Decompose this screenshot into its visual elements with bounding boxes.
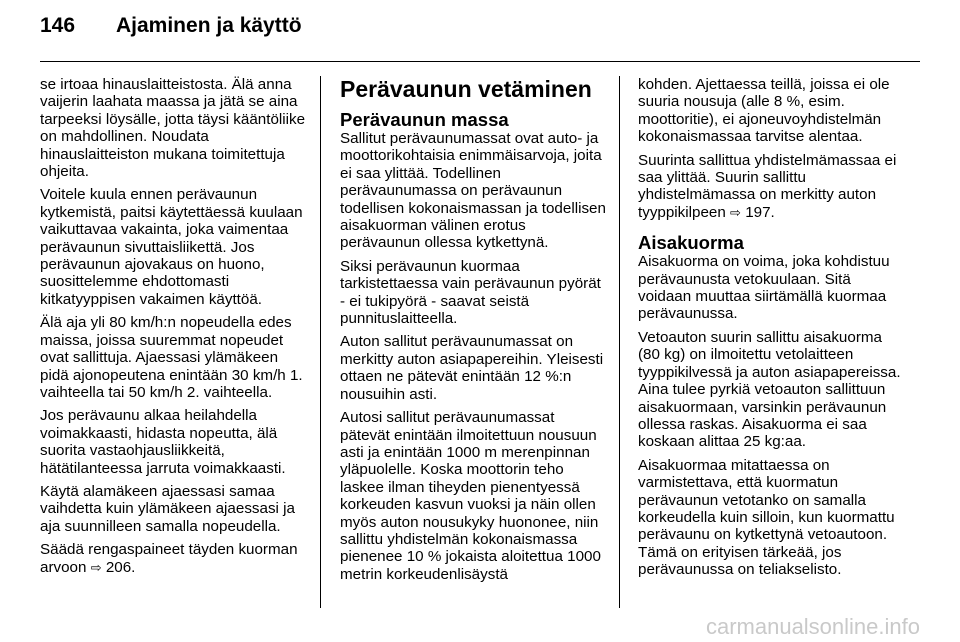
- paragraph: [40, 541, 306, 576]
- paragraph: Jos perävaunu alkaa heilahdella voimakkaasti, hidasta nopeutta, älä suorita vastaohjausliikkeitä, hätätilanteessa jarruta voimakkaasti.: [40, 407, 286, 477]
- header-rule: [40, 61, 920, 62]
- paragraph: kohden. Ajettaessa teillä, joissa ei ole suuria nousuja (alle 8 %, esim. moottoritie), ei ajoneuvoyhdistelmän kokonaismassaa tarvitse alentaa.: [638, 76, 890, 146]
- page-reference-arrow-icon: ⇨: [730, 204, 741, 220]
- page-number: 146: [40, 14, 76, 37]
- paragraph: Siksi perävaunun kuormaa tarkistettaessa vain perävaunun pyörät - ei tukipyörä - saavat seistä punnituslaitteella.: [340, 257, 601, 328]
- paragraph-text: Suurinta sallittua yhdistelmämassaa ei saa ylittää. Suurin sallittu yhdistelmämassa on merkitty auton tyyppikilpeen: [638, 151, 897, 221]
- column-middle: [340, 76, 606, 589]
- paragraph: Käytä alamäkeen ajaessasi samaa vaihdetta kuin ylämäkeen ajaessasi ja aja suunnilleen samalla nopeudella.: [40, 482, 295, 535]
- paragraph: Aisakuorma on voima, joka kohdistuu perävaunusta vetokuulaan. Sitä voidaan muuttaa siirtämällä kuormaa perävaunussa.: [638, 253, 890, 323]
- column-right: [638, 76, 904, 585]
- paragraph: Älä aja yli 80 km/h:n nopeudella edes maissa, joissa suuremmat nopeudet ovat sallittuja. Ajaessasi ylämäkeen pidä ajonopeutena enintään 30 km/h 1. vaihteella tai 50 km/h 2. vaihteella.: [40, 314, 303, 401]
- section-heading: Perävaunun vetäminen: [340, 76, 592, 102]
- subsection-heading: Perävaunun massa: [340, 109, 509, 130]
- page-reference-link[interactable]: 206.: [105, 558, 136, 576]
- subsection-heading: Aisakuorma: [638, 232, 744, 254]
- chapter-title: Ajaminen ja käyttö: [116, 14, 302, 37]
- paragraph: Autosi sallitut perävaunumassat pätevät enintään ilmoitettuun nousuun asti ja enintään 1000 m merenpinnan yläpuolelle. Koska moottorin teho laskee ilman tiheyden pienentyessä korkeuden kasvun vuoksi ja näin ollen myös auton nousukyky huononee, niin sallittu yhdistelmän kokonaismassa pienenee 10 % jokaista aloitettua 1000 metrin korkeudenlisäystä: [340, 409, 601, 583]
- paragraph: Auton sallitut perävaunumassat on merkitty auton asiapapereihin. Yleisesti ottaen ne pätevät enintään 12 %:n nousuihin asti.: [340, 333, 604, 403]
- paragraph: [638, 152, 904, 222]
- column-left: [40, 76, 306, 582]
- paragraph: Aisakuormaa mitattaessa on varmistettava, että kuormatun perävaunun vetotanko on samalla korkeudella kuin silloin, kun kuormattu perävaunu on kytkettynä vetoautoon. Tämä on erityisen tärkeää, jos perävaunussa on teliakselisto.: [638, 456, 895, 579]
- column-divider: [320, 76, 321, 608]
- paragraph: Sallitut perävaunumassat ovat auto- ja moottorikohtaisia enimmäisarvoja, joita ei saa ylittää. Todellinen perävaunumassa on perävaunun todellisen kokonaismassan ja todellisen aisakuorman välinen erotus perävaunun ollessa kytkettynä.: [340, 130, 606, 252]
- watermark: carmanualsonline.info: [705, 614, 920, 639]
- page-header: [40, 14, 920, 38]
- page-reference-arrow-icon: ⇨: [90, 559, 102, 575]
- paragraph: Vetoauton suurin sallittu aisakuorma (80 kg) on ilmoitettu vetolaitteen tyyppikilvessä ja auton asiapapereissa. Aina tulee pyrkiä vetoauton sallittuun aisakuormaan, varsinkin perävaunun ollessa raskas. Aisakuorma ei saa koskaan alittaa 25 kg:aa.: [638, 328, 901, 451]
- paragraph-text: Säädä rengaspaineet täyden kuorman arvoon: [40, 541, 298, 576]
- paragraph: Voitele kuula ennen perävaunun kytkemistä, paitsi käytettäessä kuulaan vaikuttavaa vakainta, joka vaimentaa perävaunun sivuttaisliikettä. Jos perävaunun ajovakaus on huono, suosittelemme ehdottomasti kitkatyyppisen vakaimen käyttöä.: [40, 186, 303, 308]
- page-reference-link[interactable]: 197.: [745, 203, 775, 221]
- paragraph: se irtoaa hinauslaitteistosta. Älä anna vaijerin laahata maassa ja jätä se aina tarpeeksi löysälle, jotta täysi kääntöliike on mahdollinen. Noudata hinauslaitteiston mukana toimitettuja ohjeita.: [40, 76, 306, 181]
- column-divider: [619, 76, 620, 608]
